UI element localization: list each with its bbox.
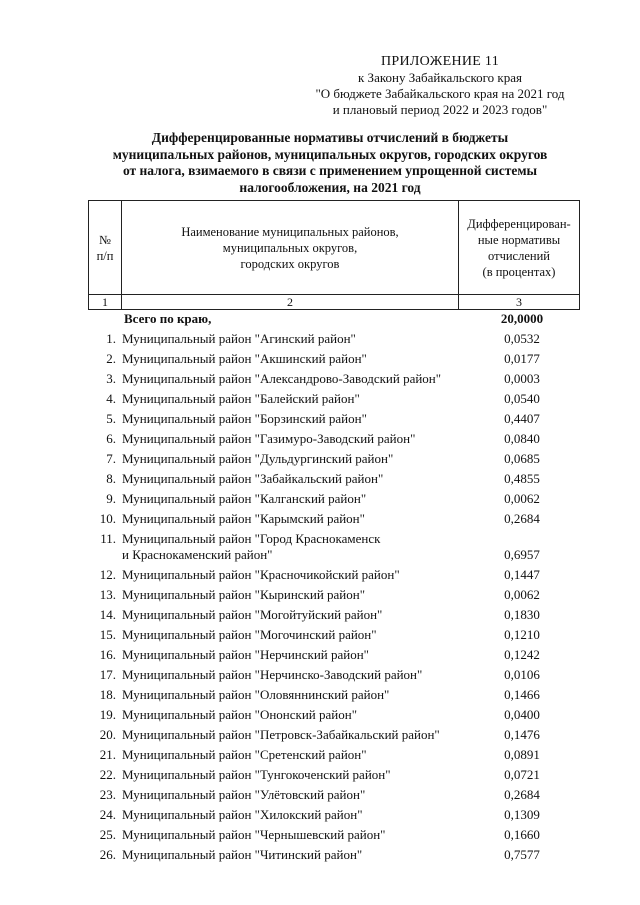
row-value: 0,1466: [504, 687, 540, 702]
table-row: [88, 746, 580, 766]
row-name-line: Муниципальный район "Нерчинский район": [122, 647, 369, 662]
row-value: 0,1210: [504, 627, 540, 642]
row-value: 0,0003: [504, 371, 540, 386]
row-value: 0,0721: [504, 767, 540, 782]
row-name-line: Муниципальный район "Ононский район": [122, 707, 358, 722]
header-value-line: (в процентах): [482, 264, 556, 279]
row-name: [122, 727, 464, 743]
row-name-line: Муниципальный район "Дульдургинский район": [122, 451, 394, 466]
header-number: [89, 201, 122, 295]
table-row: [88, 510, 580, 530]
row-name-line: Муниципальный район "Карымский район": [122, 511, 365, 526]
row-value: 0,1830: [504, 607, 540, 622]
row-number: 6.: [106, 431, 116, 446]
header-value: [459, 201, 580, 295]
row-name: [122, 687, 464, 703]
table-row: [88, 726, 580, 746]
row-value: 0,1447: [504, 567, 540, 582]
row-name: [122, 567, 464, 583]
row-value: 0,7577: [504, 847, 540, 862]
row-name-line: Муниципальный район "Газимуро-Заводский район": [122, 431, 416, 446]
row-value: 0,4855: [504, 471, 540, 486]
row-name: [122, 707, 464, 723]
total-value: 20,0000: [500, 311, 544, 326]
row-value: 0,0062: [504, 491, 540, 506]
table-row: [88, 826, 580, 846]
row-number: 17.: [99, 667, 116, 682]
row-number: 11.: [100, 531, 116, 546]
row-value: 0,0540: [504, 391, 540, 406]
column-number-3: 3: [459, 295, 580, 310]
table-row: [88, 566, 580, 586]
appendix-header: [300, 54, 580, 118]
row-name-line: Муниципальный район "Балейский район": [122, 391, 360, 406]
row-name: [122, 827, 464, 843]
table-row: [88, 430, 580, 450]
row-name: [122, 451, 464, 467]
row-name: [122, 767, 464, 783]
row-number: 7.: [106, 451, 116, 466]
column-number-2: 2: [122, 295, 459, 310]
row-number: 25.: [99, 827, 116, 842]
row-name: [122, 331, 464, 347]
table-row: [88, 806, 580, 826]
row-name-line: Муниципальный район "Акшинский район": [122, 351, 367, 366]
table-row: [88, 786, 580, 806]
row-number: 8.: [106, 471, 116, 486]
row-name: [122, 607, 464, 623]
row-value: 0,0106: [504, 667, 540, 682]
table-row: [88, 330, 580, 350]
row-number: 20.: [99, 727, 116, 742]
row-number: 18.: [99, 687, 116, 702]
row-name-line: Муниципальный район "Красночикойский район": [122, 567, 400, 582]
row-value: 0,1242: [504, 647, 540, 662]
table-row: [88, 370, 580, 390]
row-number: 24.: [99, 807, 116, 822]
row-name: [122, 787, 464, 803]
row-value: 0,0685: [504, 451, 540, 466]
row-number: 21.: [99, 747, 116, 762]
row-name: [122, 411, 464, 427]
row-name-line: Муниципальный район "Забайкальский район": [122, 471, 384, 486]
row-number: 2.: [106, 351, 116, 366]
row-name-line: Муниципальный район "Могочинский район": [122, 627, 377, 642]
row-name-line: Муниципальный район "Оловяннинский район": [122, 687, 390, 702]
table-row: [88, 450, 580, 470]
appendix-line: "О бюджете Забайкальского края на 2021 год: [315, 86, 565, 101]
title-line: муниципальных районов, муниципальных округов, городских округов: [112, 146, 548, 162]
table-row: [88, 686, 580, 706]
title-line: налогообложения, на 2021 год: [239, 179, 421, 195]
header-number-line: №: [99, 232, 111, 247]
row-number: 4.: [106, 391, 116, 406]
table-row: [88, 410, 580, 430]
table-row: [88, 530, 580, 566]
document-title: [60, 130, 600, 196]
row-name-line: Муниципальный район "Петровск-Забайкальский район": [122, 727, 440, 742]
table-row: [88, 350, 580, 370]
row-value: 0,4407: [504, 411, 540, 426]
row-number: 22.: [99, 767, 116, 782]
header-number-line: п/п: [96, 248, 114, 263]
row-name: [122, 511, 464, 527]
row-name: [122, 531, 464, 563]
row-value: 0,0532: [504, 331, 540, 346]
row-name-line: Муниципальный район "Хилокский район": [122, 807, 363, 822]
header-name-line: городских округов: [240, 256, 340, 271]
row-number: 23.: [99, 787, 116, 802]
table-row: [88, 606, 580, 626]
row-number: 13.: [99, 587, 116, 602]
row-number: 15.: [99, 627, 116, 642]
row-value: 0,0400: [504, 707, 540, 722]
row-name-line: Муниципальный район "Могойтуйский район": [122, 607, 383, 622]
table-body: [88, 310, 580, 866]
row-name-line: Муниципальный район "Агинский район": [122, 331, 356, 346]
row-name: [122, 647, 464, 663]
row-name: [122, 471, 464, 487]
row-name-line: Муниципальный район "Нерчинско-Заводский район": [122, 667, 423, 682]
row-number: 10.: [99, 511, 116, 526]
row-value: 0,0062: [504, 587, 540, 602]
row-number: 14.: [99, 607, 116, 622]
title-line: Дифференцированные нормативы отчислений в бюджеты: [151, 130, 509, 145]
row-name-line: Муниципальный район "Кыринский район": [122, 587, 366, 602]
row-value: 0,1309: [504, 807, 540, 822]
row-name-line: Муниципальный район "Город Краснокаменск: [122, 531, 381, 546]
row-name-line: Муниципальный район "Борзинский район": [122, 411, 367, 426]
row-name-line: Муниципальный район "Читинский район": [122, 847, 363, 862]
row-value: 0,1660: [504, 827, 540, 842]
row-name-line: Муниципальный район "Сретенский район": [122, 747, 367, 762]
row-name: [122, 587, 464, 603]
row-name: [122, 491, 464, 507]
row-value: 0,0891: [504, 747, 540, 762]
row-value: 0,2684: [504, 787, 540, 802]
row-name: [122, 847, 464, 863]
row-value: 0,2684: [504, 511, 540, 526]
table-row: [88, 766, 580, 786]
row-name: [122, 371, 464, 387]
total-label: Всего по краю,: [124, 311, 212, 326]
row-value: 0,1476: [504, 727, 540, 742]
row-name-line: Муниципальный район "Тунгокоченский район": [122, 767, 391, 782]
appendix-line: и плановый период 2022 и 2023 годов": [332, 102, 548, 117]
header-name-line: Наименование муниципальных районов,: [181, 224, 399, 239]
header-value-line: Дифференцирован-: [467, 216, 571, 231]
table-row: [88, 490, 580, 510]
row-value: 0,6957: [504, 547, 540, 562]
row-number: 12.: [99, 567, 116, 582]
row-name: [122, 351, 464, 367]
row-name-line: и Краснокаменский район": [122, 547, 273, 562]
table-row: [88, 390, 580, 410]
total-row: [88, 310, 580, 330]
row-number: 1.: [106, 331, 116, 346]
table-row: [88, 706, 580, 726]
appendix-line: к Закону Забайкальского края: [357, 70, 522, 85]
row-number: 26.: [99, 847, 116, 862]
row-number: 16.: [99, 647, 116, 662]
row-name: [122, 667, 464, 683]
row-number: 3.: [106, 371, 116, 386]
header-value-line: отчислений: [488, 248, 550, 263]
row-name: [122, 431, 464, 447]
table-row: [88, 846, 580, 866]
row-name: [122, 747, 464, 763]
row-name-line: Муниципальный район "Александрово-Заводский район": [122, 371, 442, 386]
table-header: [88, 200, 580, 310]
row-name-line: Муниципальный район "Калганский район": [122, 491, 367, 506]
table-row: [88, 470, 580, 490]
row-value: 0,0840: [504, 431, 540, 446]
row-number: 19.: [99, 707, 116, 722]
header-name-line: муниципальных округов,: [222, 240, 358, 255]
row-name: [122, 627, 464, 643]
row-name-line: Муниципальный район "Улётовский район": [122, 787, 366, 802]
row-name: [122, 391, 464, 407]
row-name-line: Муниципальный район "Чернышевский район": [122, 827, 386, 842]
column-number-1: 1: [89, 295, 122, 310]
title-line: от налога, взимаемого в связи с применением упрощенной системы: [122, 163, 538, 178]
appendix-title: ПРИЛОЖЕНИЕ 11: [380, 54, 499, 69]
table-row: [88, 666, 580, 686]
header-name: [122, 201, 459, 295]
row-value: 0,0177: [504, 351, 540, 366]
table-row: [88, 586, 580, 606]
table-row: [88, 646, 580, 666]
header-value-line: ные нормативы: [477, 232, 561, 247]
row-number: 5.: [106, 411, 116, 426]
table-row: [88, 626, 580, 646]
row-number: 9.: [106, 491, 116, 506]
row-name: [122, 807, 464, 823]
